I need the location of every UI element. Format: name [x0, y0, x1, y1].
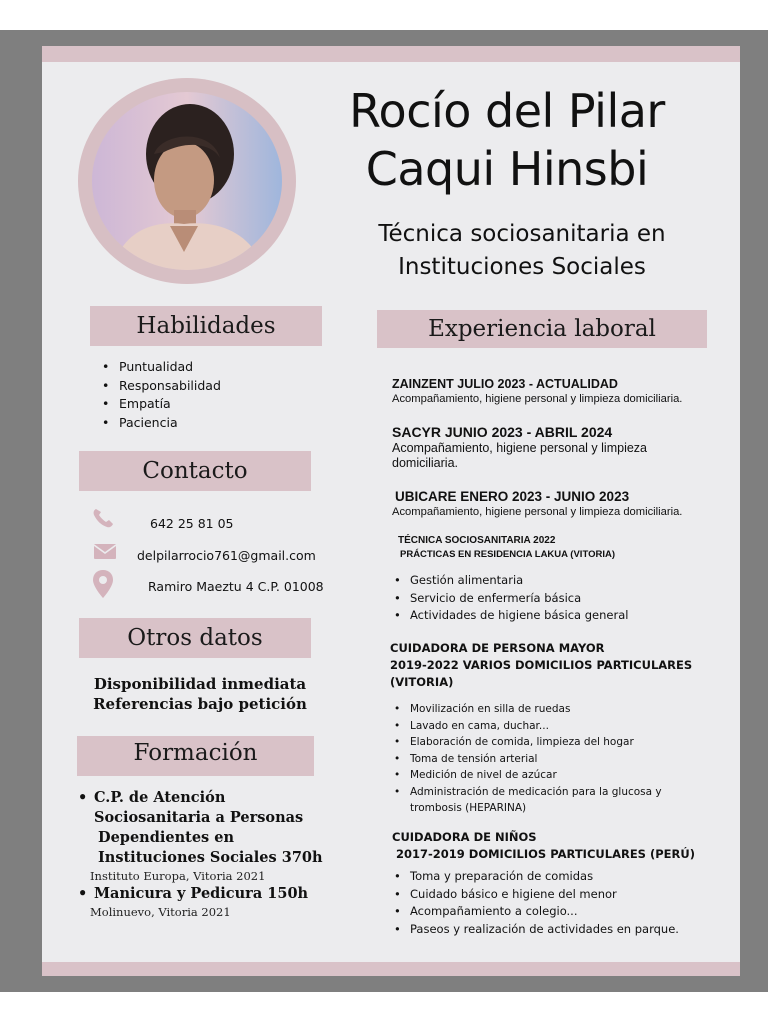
resume-page: [42, 46, 740, 976]
elder-care-title: CUIDADORA DE PERSONA MAYOR: [390, 641, 605, 655]
education-item: [78, 884, 358, 904]
task-item: • Lavado en cama, duchar...: [390, 718, 690, 735]
availability-text: Disponibilidad inmediata: [93, 675, 307, 693]
other-data-heading: Otros datos: [79, 618, 311, 658]
task-item: • Toma y preparación de comidas: [390, 868, 730, 886]
internship-title: TÉCNICA SOCIOSANITARIA 2022: [398, 535, 556, 546]
internship-entry: [398, 534, 738, 562]
job-entry: [392, 376, 732, 406]
education-title-line: • C.P. de Atención: [94, 789, 226, 806]
education-heading: Formación: [77, 736, 314, 776]
skills-heading: Habilidades: [90, 306, 322, 346]
candidate-name-line2: Caqui Hinsbi: [365, 142, 649, 196]
candidate-name-line1: Rocío del Pilar: [349, 84, 665, 138]
task-item: • Paseos y realización de actividades en parque.: [390, 921, 730, 939]
phone-number: 642 25 81 05: [150, 516, 234, 531]
job-entry: [392, 423, 732, 471]
education-title-line: Instituciones Sociales 370h: [98, 849, 323, 866]
elder-care-location: (VITORIA): [390, 675, 454, 689]
job-title-line1: Técnica sociosanitaria en: [378, 221, 666, 247]
top-accent-stripe: [42, 46, 740, 62]
job-description: Acompañamiento, higiene personal y limpieza domiciliaria.: [392, 506, 683, 518]
job-description: Acompañamiento, higiene personal y limpieza domiciliaria.: [392, 441, 648, 470]
elder-care-period: 2019-2022 VARIOS DOMICILIOS PARTICULARES: [390, 658, 693, 672]
child-care-entry: [392, 829, 732, 863]
education-list: [78, 788, 358, 920]
profile-photo-frame: [78, 78, 296, 284]
job-title: UBICARE ENERO 2023 - JUNIO 2023: [395, 489, 630, 504]
email-address: delpilarrocio761@gmail.com: [137, 548, 316, 563]
job-title-line2: Instituciones Sociales: [398, 254, 646, 280]
task-item: • Movilización en silla de ruedas: [390, 701, 690, 718]
candidate-name: [282, 82, 732, 198]
education-place: Instituto Europa, Vitoria 2021: [90, 869, 266, 883]
bottom-accent-stripe: [42, 962, 740, 976]
mail-icon: [94, 544, 116, 559]
postal-address: Ramiro Maeztu 4 C.P. 01008: [148, 579, 324, 594]
task-item: • Medición de nivel de azúcar: [390, 767, 690, 784]
experience-heading: Experiencia laboral: [377, 310, 707, 348]
skills-list: [102, 358, 332, 432]
task-item: • Elaboración de comida, limpieza del hogar: [390, 734, 690, 751]
education-item: [78, 788, 358, 868]
location-pin-icon: [93, 570, 113, 598]
task-item: • Servicio de enfermería básica: [390, 590, 730, 608]
skill-item: • Responsabilidad: [102, 377, 332, 396]
task-item: • Actividades de higiene básica general: [390, 607, 730, 625]
profile-photo: [92, 92, 282, 270]
job-title: ZAINZENT JULIO 2023 - ACTUALIDAD: [392, 377, 618, 391]
task-item: • Administración de medicación para la glucosa y trombosis (HEPARINA): [390, 784, 690, 817]
elder-care-tasks: [390, 701, 690, 817]
education-place: Molinuevo, Vitoria 2021: [90, 905, 231, 919]
task-item: • Acompañamiento a colegio...: [390, 903, 730, 921]
phone-icon: [92, 508, 114, 528]
task-item: • Gestión alimentaria: [390, 572, 730, 590]
education-title-line: • Manicura y Pedicura 150h: [94, 885, 309, 902]
other-data: [70, 674, 330, 714]
job-entry: [392, 488, 732, 519]
contact-heading: Contacto: [79, 451, 311, 491]
portrait-illustration: [92, 92, 282, 270]
job-description: Acompañamiento, higiene personal y limpieza domiciliaria.: [392, 393, 683, 405]
elder-care-entry: [390, 640, 730, 691]
child-care-period: 2017-2019 DOMICILIOS PARTICULARES (PERÚ): [396, 847, 695, 861]
child-care-tasks: [390, 868, 730, 938]
skill-item: • Empatía: [102, 395, 332, 414]
internship-tasks: [390, 572, 730, 625]
skill-item: • Puntualidad: [102, 358, 332, 377]
internship-subtitle: PRÁCTICAS EN RESIDENCIA LAKUA (VITORIA): [400, 549, 615, 560]
job-title: [302, 218, 740, 284]
child-care-title: CUIDADORA DE NIÑOS: [392, 830, 537, 844]
skill-item: • Paciencia: [102, 414, 332, 433]
education-title-line: Sociosanitaria a Personas: [94, 809, 304, 826]
task-item: • Toma de tensión arterial: [390, 751, 690, 768]
references-text: Referencias bajo petición: [93, 695, 307, 713]
job-title: SACYR JUNIO 2023 - ABRIL 2024: [392, 424, 613, 440]
education-title-line: Dependientes en: [98, 829, 235, 846]
task-item: • Cuidado básico e higiene del menor: [390, 886, 730, 904]
